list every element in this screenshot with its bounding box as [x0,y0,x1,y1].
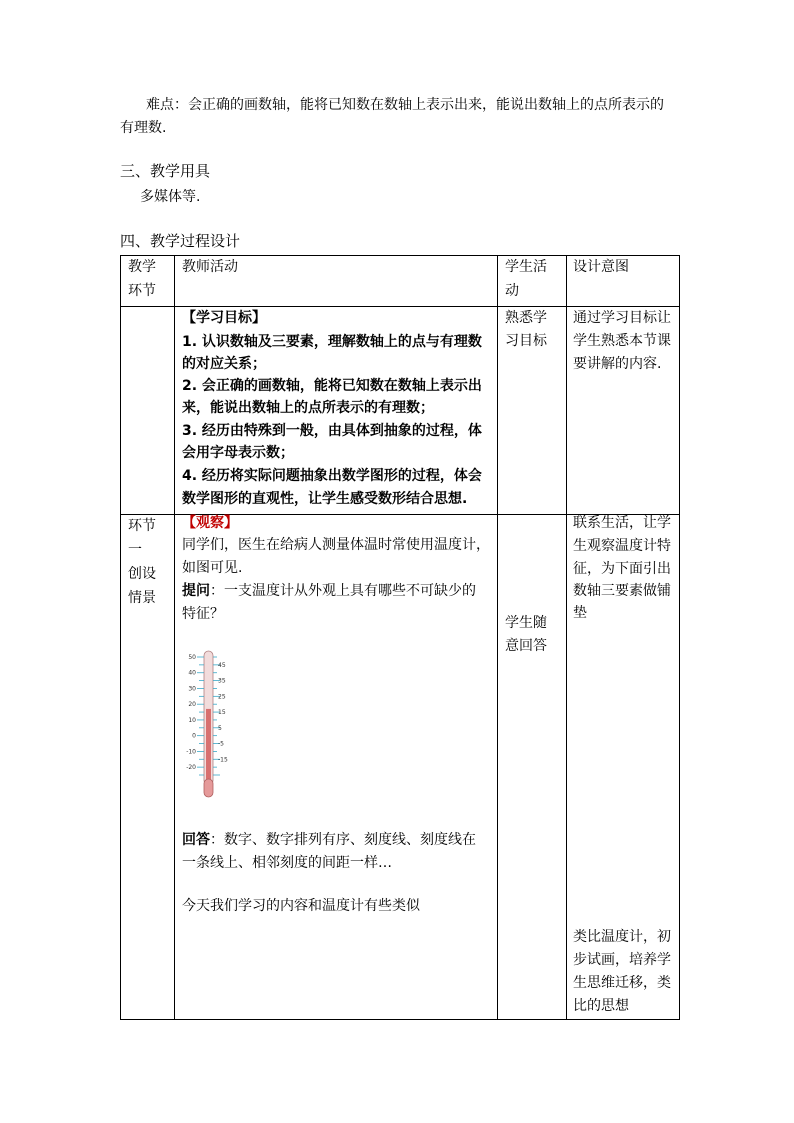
question-line1 [182,580,476,603]
section3-heading: 三、教学用具 [120,162,211,180]
goal-line: 4. 经历将实际问题抽象出数学图形的过程，体会 [182,468,482,484]
row2-intent1-line: 联系生活，让学 [573,515,671,531]
row2-stage-line: 环节 [128,518,156,534]
row1-student-line1: 熟悉学 [505,310,547,326]
question-line2: 特征？ [182,606,224,622]
row2-stage-line: 创设 [128,566,156,582]
goal-line: 2. 会正确的画数轴，能将已知数在数轴上表示出 [182,378,482,394]
observe-line: 同学们，医生在给病人测量体温时常使用温度计， [182,537,490,553]
thermometer-label-left: -10 [186,748,196,756]
difficulty-text-line2: 有理数. [120,120,167,136]
thermometer-label-left: 40 [188,669,196,677]
goal-line: 的对应关系； [182,356,266,372]
row2-intent2-line: 类比温度计，初 [573,929,671,945]
thermometer-label-right: 25 [218,693,226,701]
thermometer-label-right: -15 [218,756,228,764]
goal-title: 【学习目标】 [182,310,266,326]
header-student-line2: 动 [505,283,519,299]
row2-stage-line: 情景 [128,590,156,606]
row2-student-line2: 意回答 [505,638,547,654]
answer-line1 [182,829,476,852]
row2-intent1-line: 数轴三要素做铺 [573,583,671,599]
row2-intent2-line: 步试画，培养学 [573,952,671,968]
question-text: ：一支温度计从外观上具有哪些不可缺少的 [210,583,476,599]
header-intent: 设计意图 [573,259,629,275]
table-border-bottom [120,1019,680,1020]
thermometer-label-left: 10 [188,716,196,724]
thermometer-label-right: 15 [218,709,226,717]
row1-intent-line: 学生熟悉本节课 [573,333,671,349]
row2-stage-line: 一 [128,542,142,558]
header-student-line1: 学生活 [505,259,547,275]
header-stage-line2: 环节 [128,283,156,299]
table-col-line-4 [679,255,680,1020]
thermometer-label-right: 35 [218,677,226,685]
row1-intent-line: 通过学习目标让 [573,310,671,326]
thermometer-label-left: -20 [186,764,196,772]
thermometer-label-right: -5 [218,740,224,748]
row2-intent1-line: 垫 [573,605,587,621]
section3-content: 多媒体等. [140,189,201,205]
question-label: 提问 [182,583,210,599]
thermometer-label-left: 50 [188,654,196,661]
thermometer-bulb [204,779,213,797]
row2-intent1-line: 征，为下面引出 [573,561,671,577]
thermometer-label-left: 30 [188,685,196,693]
thermometer-illustration [180,645,240,805]
header-teacher: 教师活动 [182,259,238,275]
goal-line: 3. 经历由特殊到一般，由具体到抽象的过程，体 [182,423,482,439]
answer-text: ：数字、数字排列有序、刻度线、刻度线在 [210,832,476,848]
answer-label: 回答 [182,832,210,848]
goal-line: 1. 认识数轴及三要素，理解数轴上的点与有理数 [182,334,482,350]
goal-line: 数学图形的直观性，让学生感受数形结合思想. [182,491,468,507]
row1-student-line2: 习目标 [505,333,547,349]
row2-student-line1: 学生随 [505,615,547,631]
observe-line: 如图可见. [182,560,243,576]
thermometer-label-right: 45 [218,661,226,669]
row1-intent-line: 要讲解的内容. [573,356,662,372]
thermometer-label-left: 20 [188,701,196,709]
thermometer-svg [180,645,240,805]
thermometer-label-left: 0 [192,732,196,740]
header-stage-line1: 教学 [128,259,156,275]
closing-text: 今天我们学习的内容和温度计有些类似 [182,898,420,914]
row2-intent2-line: 生思维迁移，类 [573,975,671,991]
observe-tag: 【观察】 [182,515,238,531]
difficulty-text-line1: 难点：会正确的画数轴，能将已知数在数轴上表示出来，能说出数轴上的点所表示的 [146,97,664,113]
row2-intent1-line: 生观察温度计特 [573,538,671,554]
answer-line2: 一条线上、相邻刻度的间距一样… [182,855,392,871]
thermometer-mercury [206,709,211,785]
table-col-line-2 [497,255,498,1020]
table-col-line-3 [566,255,567,1020]
thermometer-label-right: 5 [218,724,222,732]
goal-line: 会用字母表示数； [182,445,294,461]
goal-line: 来，能说出数轴上的点所表示的有理数； [182,400,434,416]
section4-heading: 四、教学过程设计 [120,232,241,250]
table-col-line-0 [120,255,121,1020]
row2-intent2-line: 比的思想 [573,998,629,1014]
table-col-line-1 [174,255,175,1020]
